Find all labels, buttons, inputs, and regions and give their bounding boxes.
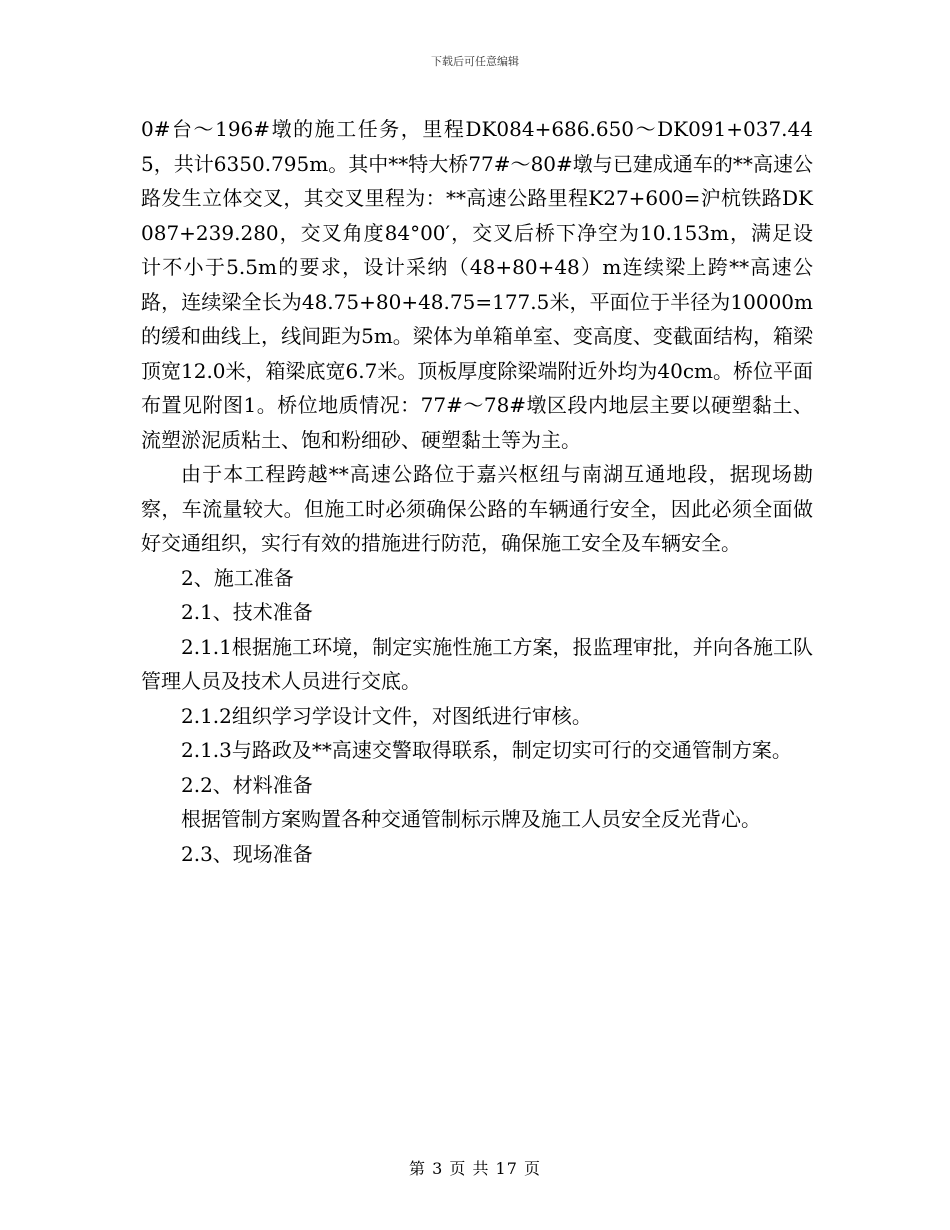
subsection-heading-site-prep: 2.3、现场准备	[181, 841, 313, 866]
page-number: 第 3 页 共 17 页	[409, 1159, 541, 1178]
page-header-note: 下载后可任意编辑	[431, 55, 519, 68]
paragraph-traffic-concern: 由于本工程跨越**高速公路位于嘉兴枢纽与南湖互通地段，据现场勘察，车流量较大。但施工时必须确保公路的车辆通行安全，因此必须全面做好交通组织，实行有效的措施进行防范，确保施工安全及车辆安全。	[141, 462, 813, 555]
subsection-heading-technical-prep: 2.1、技术准备	[181, 600, 313, 624]
paragraph-project-description: 0#台～196#墩的施工任务，里程DK084+686.650～DK091+037.445，共计6350.795m。其中**特大桥77#～80#墩与已建成通车的**高速公路发生立体交叉，其交叉里程为：**高速公路里程K27+600=沪杭铁路DK087+239.280，交叉角度84°00′，交叉后桥下净空为10.153m，满足设计不小于5.5m的要求，设计采纳（48+80+48）m连续梁上跨**高速公路，连续梁全长为48.75+80+48.75=177.5米，平面位于半径为10000m的缓和曲线上，线间距为5m。梁体为单箱单室、变高度、变截面结构，箱梁顶宽12.0米，箱梁底宽6.7米。顶板厚度除梁端附近外均为40cm。桥位平面布置见附图1。桥位地质情况：77#～78#墩区段内地层主要以硬塑黏土、流塑淤泥质粘土、饱和粉细砂、硬塑黏土等为主。	[141, 117, 813, 452]
subsection-heading-material-prep: 2.2、材料准备	[181, 772, 313, 797]
paragraph-item-2-1-2: 2.1.2组织学习学设计文件，对图纸进行审核。	[181, 703, 592, 728]
paragraph-item-2-1-1: 2.1.1根据施工环境，制定实施性施工方案，报监理审批，并向各施工队管理人员及技术人员进行交底。	[141, 634, 813, 693]
section-heading-construction-prep: 2、施工准备	[181, 565, 294, 590]
paragraph-material-prep: 根据管制方案购置各种交通管制标示牌及施工人员安全反光背心。	[181, 807, 761, 831]
paragraph-item-2-1-3: 2.1.3与路政及**高速交警取得联系，制定切实可行的交通管制方案。	[181, 738, 792, 762]
document-body	[141, 112, 813, 871]
